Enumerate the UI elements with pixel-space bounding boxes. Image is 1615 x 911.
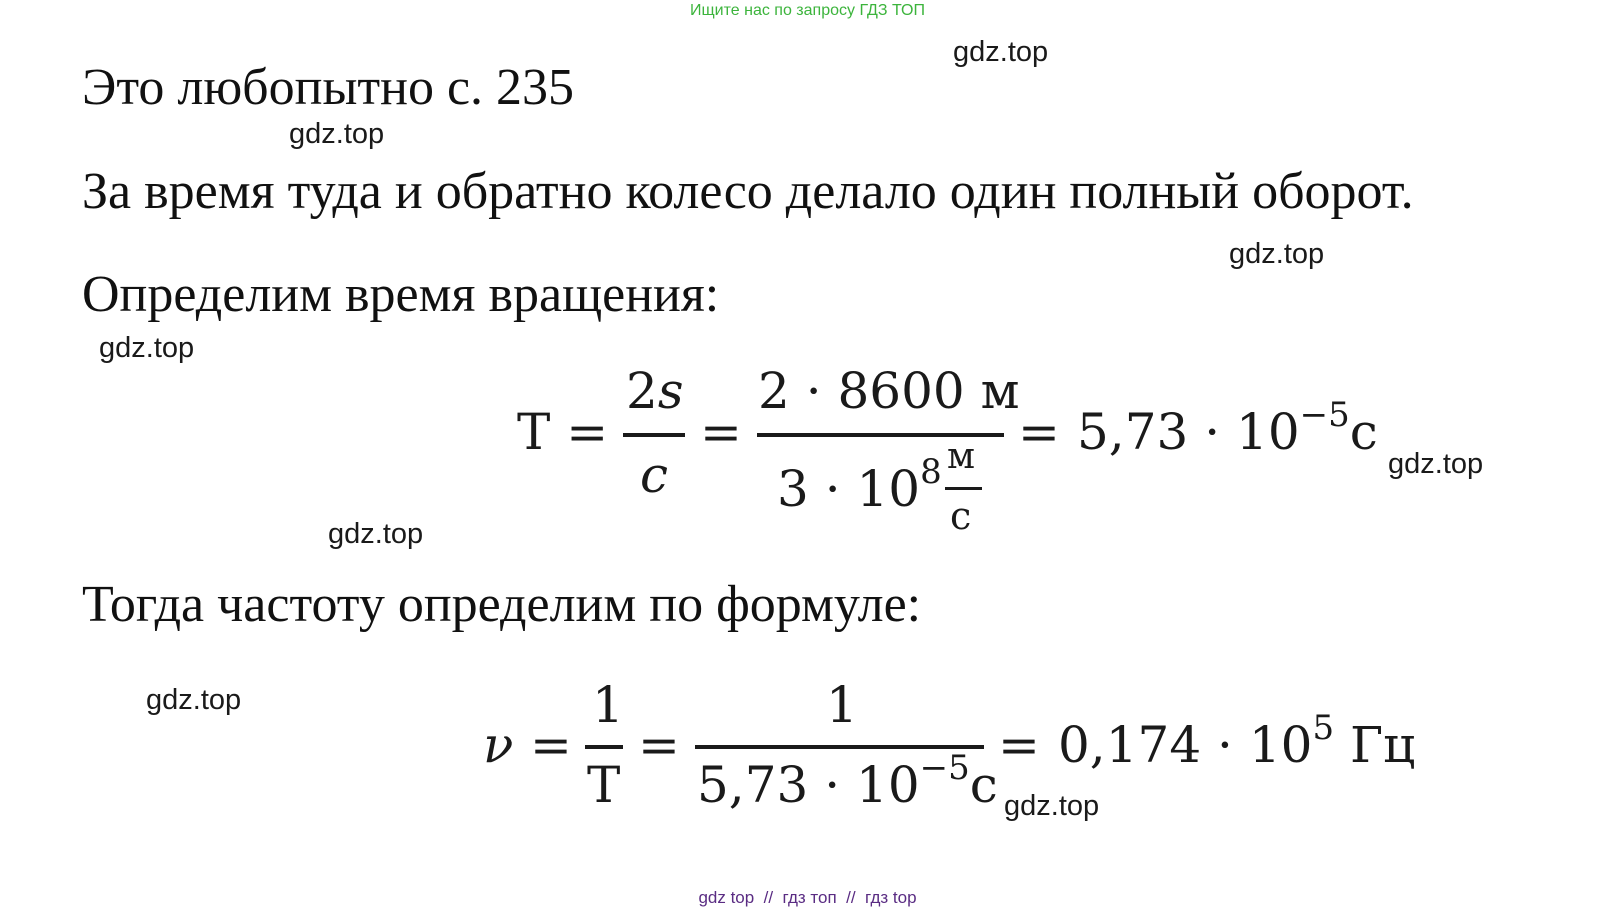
- formula-2-frac1-denominator: T: [587, 756, 621, 814]
- formula-1-result: $5,73 \cdot 10^{-5}с$: [1077, 394, 1378, 461]
- watermark: gdz.top: [99, 332, 195, 364]
- watermark: gdz.top: [1004, 790, 1100, 822]
- formula-1-frac1-numerator: 2s: [626, 362, 684, 420]
- formula-2-frac2-denominator: $5,73 \cdot 10^{-5}с$: [697, 747, 998, 814]
- formula-2-frac2-numerator: 1: [826, 676, 858, 734]
- formula-1-frac2-numerator: 2 · 8600 м: [758, 362, 1020, 420]
- watermark: gdz.top: [289, 118, 385, 150]
- paragraph-wheel-turn: За время туда и обратно колесо делало один полный оборот.: [82, 163, 1414, 220]
- formula-2-lhs-var: ν: [483, 716, 514, 774]
- formula-1-equals: =: [700, 403, 742, 461]
- formula-1-frac1-bar: [623, 433, 685, 437]
- formula-2-frac1-bar: [585, 745, 623, 749]
- watermark: gdz.top: [1388, 448, 1484, 480]
- formula-1-frac2-denominator: $3 \cdot 10^8$: [777, 451, 942, 518]
- footer-watermark: gdz top // гдз топ // гдз top: [698, 888, 917, 907]
- watermark: gdz.top: [328, 518, 424, 550]
- watermark: gdz.top: [953, 36, 1049, 68]
- formula-2-result: $0,174 \cdot 10^5$ Гц: [1058, 707, 1416, 774]
- formula-1-unit-bar: [945, 487, 982, 490]
- paragraph-rotation-time: Определим время вращения:: [82, 266, 720, 323]
- formula-1-equals: =: [1018, 403, 1060, 461]
- formula-1-lhs: T =: [517, 403, 609, 461]
- top-banner: Ищите нас по запросу ГДЗ ТОП: [690, 2, 925, 19]
- formula-2-frac1-numerator: 1: [592, 676, 624, 734]
- formula-1-unit-denominator: с: [950, 494, 972, 538]
- watermark: gdz.top: [1229, 238, 1325, 270]
- formula-1-frac1-denominator: c: [640, 446, 669, 504]
- formula-1-unit-numerator: м: [947, 436, 976, 477]
- formula-2-equals: =: [998, 716, 1040, 774]
- page-heading: Это любопытно с. 235: [82, 59, 575, 116]
- paragraph-frequency: Тогда частоту определим по формуле:: [82, 576, 922, 633]
- formula-2-equals: =: [638, 716, 680, 774]
- formula-2-equals: =: [530, 716, 572, 774]
- watermark: gdz.top: [146, 684, 242, 716]
